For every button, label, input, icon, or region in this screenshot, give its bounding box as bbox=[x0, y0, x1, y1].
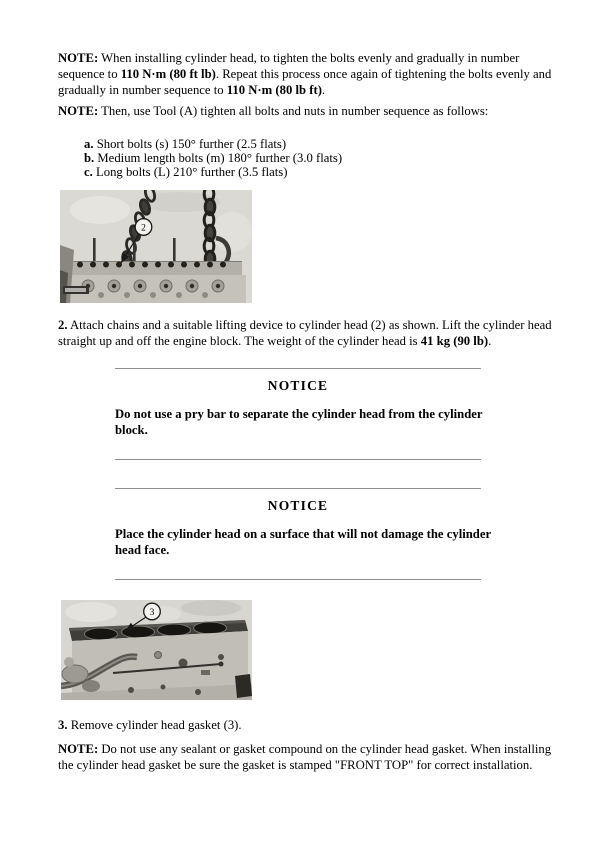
notice-divider-bottom bbox=[115, 579, 481, 580]
photo-texture bbox=[65, 602, 117, 622]
photo-texture bbox=[70, 196, 130, 224]
step-3-paragraph: 3. Remove cylinder head gasket (3). bbox=[58, 718, 242, 732]
callout-3-label: 3 bbox=[149, 608, 155, 618]
photo-id-plate bbox=[63, 286, 89, 294]
notice-block-pry-bar bbox=[115, 368, 481, 460]
bolt-turn-list: a. Short bolts (s) 150° further (2.5 flats) b. Medium length bolts (m) 180° further (3.0 flats) c. Long bolts (L) 210° further (3.5 flats) bbox=[84, 137, 343, 179]
photo-cylinder-head-lifting bbox=[60, 190, 252, 303]
figure-cylinder-head-lifting bbox=[60, 190, 252, 303]
callout-2-label: 2 bbox=[141, 223, 146, 234]
note-gasket-compound: NOTE: Do not use any sealant or gasket compound on the cylinder head gasket. When installing the cylinder head gasket be sure the gasket is stamped "FRONT TOP" for correct installation. bbox=[58, 742, 552, 772]
figure-head-gasket bbox=[61, 600, 252, 700]
photo-texture bbox=[181, 600, 241, 616]
notice-block-surface bbox=[115, 488, 492, 580]
notice-body: Place the cylinder head on a surface that will not damage the cylinder head face. bbox=[115, 527, 492, 557]
photo-texture bbox=[212, 212, 252, 252]
notice-divider-bottom bbox=[115, 459, 481, 460]
notice-title: NOTICE bbox=[267, 378, 329, 393]
photo-head-gasket bbox=[61, 600, 252, 700]
step-2-paragraph: 2. Attach chains and a suitable lifting device to cylinder head (2) as shown. Lift the cylinder head straight up and off the engine block. The weight of the cylinder head is 41 kg (90 lb). bbox=[58, 318, 552, 348]
note-tool-sequence: NOTE: Then, use Tool (A) tighten all bolts and nuts in number sequence as follows: bbox=[58, 104, 489, 118]
notice-title: NOTICE bbox=[267, 498, 329, 513]
notice-divider-top bbox=[115, 488, 481, 489]
note-install-torque: NOTE: When installing cylinder head, to tighten the bolts evenly and gradually in number sequence to 110 N·m (80 ft lb). Repeat this process once again of tightening the bolts evenly and gradually in number sequence to 110 N·m (80 lb ft). bbox=[58, 51, 552, 97]
notice-divider-top bbox=[115, 368, 481, 369]
notice-body: Do not use a pry bar to separate the cylinder head from the cylinder block. bbox=[115, 407, 483, 437]
